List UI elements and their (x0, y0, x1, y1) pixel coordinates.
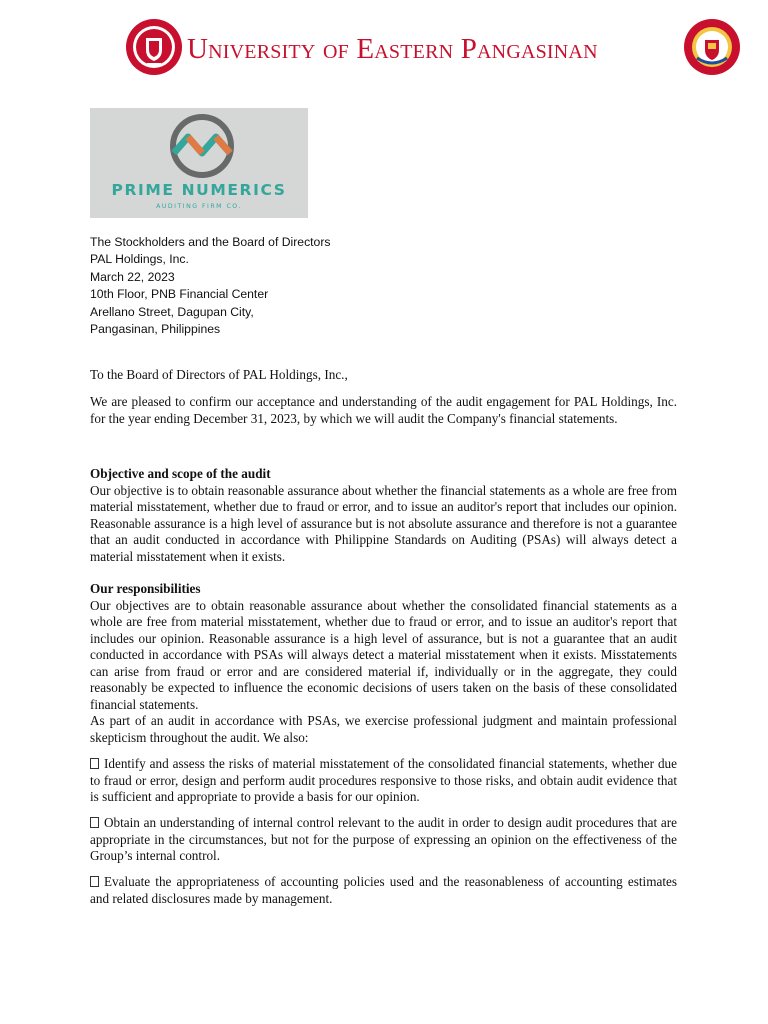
recipient-address (90, 234, 490, 338)
company-logo (90, 108, 308, 218)
address-line: March 22, 2023 (90, 269, 175, 284)
missing-glyph-icon (90, 876, 99, 887)
missing-glyph-icon (90, 758, 99, 769)
university-seal-icon (125, 18, 183, 76)
bullet-text: Evaluate the appropriateness of accounting policies used and the reasonableness of accounting estimates and related disclosures made by management. (90, 874, 677, 906)
address-line: The Stockholders and the Board of Directors (90, 235, 331, 249)
address-line: 10th Floor, PNB Financial Center (90, 287, 269, 302)
address-line: Arellano Street, Dagupan City, (90, 304, 254, 319)
intro-paragraph: We are pleased to confirm our acceptance and understanding of the audit engagement for PAL Holdings, Inc. for the year ending December 31, 2023, by which we will audit the Company's financial statements. (90, 394, 677, 426)
bullet-item (90, 756, 677, 806)
accountancy-seal-icon (683, 18, 741, 76)
company-name: PRIME NUMERICS (111, 181, 287, 199)
section-heading: Our responsibilities (90, 581, 201, 596)
salutation: To the Board of Directors of PAL Holdings, Inc., (90, 367, 348, 382)
missing-glyph-icon (90, 817, 99, 828)
section-heading: Objective and scope of the audit (90, 466, 271, 481)
section-objective (90, 466, 677, 565)
section-responsibilities (90, 581, 677, 746)
section-paragraph: Our objective is to obtain reasonable assurance about whether the financial statements as a whole are free from material misstatement, whether due to fraud or error, and to issue an auditor's report that includes our opinion. Reasonable assurance is a high level of assurance but is not absolute assurance and therefore is not a guarantee that an audit conducted in accordance with Philippine Standards on Auditing (PSAs) will always detect a material misstatement when it exists. (90, 482, 677, 564)
bullet-item (90, 815, 677, 865)
address-line: PAL Holdings, Inc. (90, 252, 189, 267)
bullet-item (90, 874, 677, 907)
section-paragraph: Our objectives are to obtain reasonable assurance about whether the consolidated financial statements as a whole are free from material misstatement, whether due to fraud or error, and to issue an auditor's report that includes our opinion. Reasonable assurance is a high level of assurance, but is not a guarantee that an audit conducted in accordance with PSAs will always detect a material misstatement when it exists. Misstatements can arise from fraud or error and are considered material if, individually or in the aggregate, they could reasonably be expected to influence the economic decisions of users taken on the basis of these consolidated financial statements. (90, 597, 677, 712)
bullet-text: Obtain an understanding of internal control relevant to the audit in order to design audit procedures that are appropriate in the circumstances, but not for the purpose of expressing an opinion on the effectiveness of the Group’s internal control. (90, 815, 677, 863)
company-subtitle: AUDITING FIRM CO. (156, 203, 242, 210)
university-name: University of Eastern Pangasinan (187, 33, 598, 65)
prime-numerics-logo-icon (156, 113, 248, 179)
bullet-text: Identify and assess the risks of material misstatement of the consolidated financial statements, whether due to fraud or error, design and perform audit procedures responsive to those risks, and obtain audit evidence that is sufficient and appropriate to provide a basis for our opinion. (90, 756, 677, 804)
university-header (125, 16, 743, 82)
address-line: Pangasinan, Philippines (90, 321, 221, 336)
section-paragraph: As part of an audit in accordance with PSAs, we exercise professional judgment and maintain professional skepticism throughout the audit. We also: (90, 713, 677, 745)
